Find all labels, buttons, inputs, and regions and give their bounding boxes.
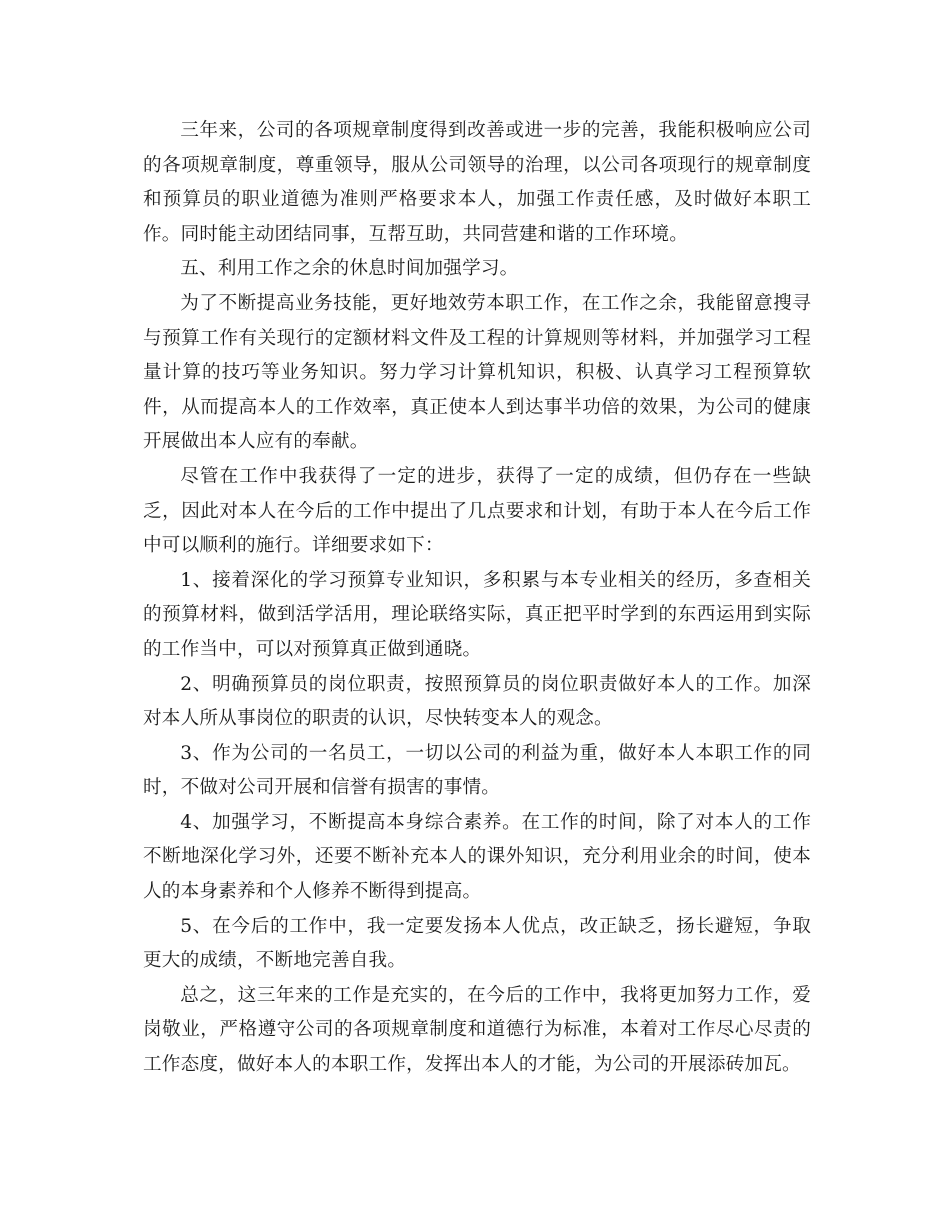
list-item-2: 2、明确预算员的岗位职责，按照预算员的岗位职责做好本人的工作。加深对本人所从事岗位的职责的认识，尽快转变本人的观念。 <box>143 673 811 730</box>
paragraph-2-heading: 五、利用工作之余的休息时间加强学习。 <box>180 258 519 280</box>
document-body <box>143 114 811 1083</box>
paragraph-4: 尽管在工作中我获得了一定的进步，获得了一定的成绩，但仍存在一些缺乏，因此对本人在今后的工作中提出了几点要求和计划，有助于本人在今后工作中可以顺利的施行。详细要求如下： <box>143 465 811 557</box>
list-item-3: 3、作为公司的一名员工，一切以公司的利益为重，做好本人本职工作的同时，不做对公司开展和信誉有损害的事情。 <box>143 742 811 799</box>
list-item-1: 1、接着深化的学习预算专业知识，多积累与本专业相关的经历，多查相关的预算材料，做到活学活用，理论联络实际，真正把平时学到的东西运用到实际的工作当中，可以对预算真正做到通晓。 <box>143 569 811 660</box>
paragraph-conclusion: 总之，这三年来的工作是充实的，在今后的工作中，我将更加努力工作，爱岗敬业，严格遵守公司的各项规章制度和道德行为标准，本着对工作尽心尽责的工作态度，做好本人的本职工作，发挥出本人的才能，为公司的开展添砖加瓦。 <box>143 984 811 1076</box>
list-item-5: 5、在今后的工作中，我一定要发扬本人优点，改正缺乏，扬长避短，争取更大的成绩，不断地完善自我。 <box>143 915 811 972</box>
list-item-4: 4、加强学习，不断提高本身综合素养。在工作的时间，除了对本人的工作不断地深化学习外，还要不断补充本人的课外知识，充分利用业余的时间，使本人的本身素养和个人修养不断得到提高。 <box>143 811 811 903</box>
paragraph-1: 三年来，公司的各项规章制度得到改善或进一步的完善，我能积极响应公司的各项规章制度，尊重领导，服从公司领导的治理，以公司各项现行的规章制度和预算员的职业道德为准则严格要求本人，加强工作责任感，及时做好本职工作。同时能主动团结同事，互帮互助，共同营建和谐的工作环境。 <box>143 120 811 245</box>
paragraph-3: 为了不断提高业务技能，更好地效劳本职工作，在工作之余，我能留意搜寻与预算工作有关现行的定额材料文件及工程的计算规则等材料，并加强学习工程量计算的技巧等业务知识。努力学习计算机知识，积极、认真学习工程预算软件，从而提高本人的工作效率，真正使本人到达事半功倍的效果，为公司的健康开展做出本人应有的奉献。 <box>143 292 811 453</box>
